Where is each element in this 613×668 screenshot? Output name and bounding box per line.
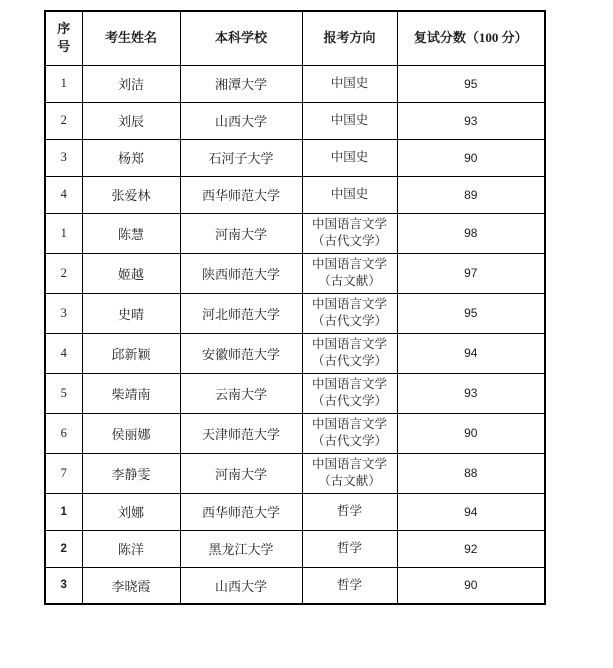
cell-serial-number: 3 xyxy=(45,293,82,333)
table-row xyxy=(45,293,545,333)
major-subtext: （古代文学） xyxy=(311,394,387,408)
cell-application-major xyxy=(302,493,397,530)
major-text: 中国语言文学 xyxy=(311,337,387,351)
cell-candidate-name: 刘辰 xyxy=(82,102,180,139)
cell-retest-score: 93 xyxy=(397,373,545,413)
cell-serial-number: 2 xyxy=(45,530,82,567)
cell-retest-score: 94 xyxy=(397,333,545,373)
cell-undergrad-school: 河南大学 xyxy=(180,213,302,253)
table-row xyxy=(45,139,545,176)
table-row xyxy=(45,373,545,413)
cell-serial-number: 7 xyxy=(45,453,82,493)
major-text: 中国语言文学 xyxy=(311,377,387,391)
cell-application-major xyxy=(302,213,397,253)
cell-serial-number: 3 xyxy=(45,139,82,176)
cell-candidate-name: 李晓霞 xyxy=(82,567,180,604)
major-subtext: （古代文学） xyxy=(311,354,387,368)
cell-retest-score: 88 xyxy=(397,453,545,493)
major-subtext: （古代文学） xyxy=(311,234,387,248)
cell-retest-score: 95 xyxy=(397,65,545,102)
cell-candidate-name: 史晴 xyxy=(82,293,180,333)
cell-undergrad-school: 天津师范大学 xyxy=(180,413,302,453)
major-text: 中国语言文学 xyxy=(311,297,387,311)
cell-application-major xyxy=(302,373,397,413)
major-text: 中国史 xyxy=(330,150,369,164)
header-retest-score: 复试分数（100 分） xyxy=(397,11,545,65)
table-row xyxy=(45,253,545,293)
table-row xyxy=(45,333,545,373)
cell-undergrad-school: 陕西师范大学 xyxy=(180,253,302,293)
cell-undergrad-school: 西华师范大学 xyxy=(180,493,302,530)
cell-undergrad-school: 黑龙江大学 xyxy=(180,530,302,567)
cell-retest-score: 94 xyxy=(397,493,545,530)
header-row xyxy=(45,11,545,65)
cell-candidate-name: 张爱林 xyxy=(82,176,180,213)
cell-serial-number: 1 xyxy=(45,493,82,530)
cell-serial-number: 6 xyxy=(45,413,82,453)
table-row xyxy=(45,530,545,567)
cell-serial-number: 3 xyxy=(45,567,82,604)
score-table xyxy=(44,10,546,605)
cell-serial-number: 2 xyxy=(45,253,82,293)
cell-application-major xyxy=(302,253,397,293)
cell-candidate-name: 刘娜 xyxy=(82,493,180,530)
cell-retest-score: 89 xyxy=(397,176,545,213)
cell-serial-number: 4 xyxy=(45,176,82,213)
table-row xyxy=(45,493,545,530)
cell-undergrad-school: 西华师范大学 xyxy=(180,176,302,213)
cell-retest-score: 98 xyxy=(397,213,545,253)
major-text: 中国语言文学 xyxy=(311,217,387,231)
cell-candidate-name: 邱新颖 xyxy=(82,333,180,373)
major-subtext: （古代文学） xyxy=(311,314,387,328)
cell-application-major xyxy=(302,453,397,493)
cell-candidate-name: 柴靖南 xyxy=(82,373,180,413)
major-subtext: （古代文学） xyxy=(311,434,387,448)
cell-undergrad-school: 安徽师范大学 xyxy=(180,333,302,373)
table-body xyxy=(45,65,545,604)
cell-serial-number: 1 xyxy=(45,213,82,253)
major-text: 哲学 xyxy=(336,541,362,555)
major-text: 哲学 xyxy=(336,577,362,592)
cell-undergrad-school: 山西大学 xyxy=(180,102,302,139)
cell-candidate-name: 姬越 xyxy=(82,253,180,293)
major-subtext: （古文献） xyxy=(318,274,381,288)
cell-application-major xyxy=(302,413,397,453)
cell-application-major xyxy=(302,65,397,102)
cell-candidate-name: 李静雯 xyxy=(82,453,180,493)
cell-serial-number: 1 xyxy=(45,65,82,102)
table-row xyxy=(45,453,545,493)
cell-retest-score: 92 xyxy=(397,530,545,567)
cell-candidate-name: 侯丽娜 xyxy=(82,413,180,453)
table-row xyxy=(45,102,545,139)
major-text: 中国史 xyxy=(330,113,369,127)
major-text: 哲学 xyxy=(336,504,362,518)
cell-application-major xyxy=(302,176,397,213)
cell-retest-score: 95 xyxy=(397,293,545,333)
cell-application-major xyxy=(302,293,397,333)
cell-retest-score: 90 xyxy=(397,413,545,453)
cell-candidate-name: 刘洁 xyxy=(82,65,180,102)
cell-retest-score: 90 xyxy=(397,139,545,176)
header-candidate-name: 考生姓名 xyxy=(82,11,180,65)
table-row xyxy=(45,65,545,102)
header-serial-number: 序号 xyxy=(45,11,82,65)
cell-serial-number: 5 xyxy=(45,373,82,413)
cell-serial-number: 2 xyxy=(45,102,82,139)
table-header xyxy=(45,11,545,65)
header-application-major: 报考方向 xyxy=(302,11,397,65)
cell-retest-score: 93 xyxy=(397,102,545,139)
header-undergrad-school: 本科学校 xyxy=(180,11,302,65)
table-row xyxy=(45,213,545,253)
cell-undergrad-school: 河南大学 xyxy=(180,453,302,493)
cell-candidate-name: 杨郑 xyxy=(82,139,180,176)
cell-undergrad-school: 河北师范大学 xyxy=(180,293,302,333)
cell-application-major xyxy=(302,333,397,373)
cell-application-major xyxy=(302,530,397,567)
major-text: 中国史 xyxy=(330,76,369,90)
cell-undergrad-school: 云南大学 xyxy=(180,373,302,413)
major-subtext: （古文献） xyxy=(318,474,381,488)
cell-undergrad-school: 湘潭大学 xyxy=(180,65,302,102)
cell-candidate-name: 陈慧 xyxy=(82,213,180,253)
major-text: 中国语言文学 xyxy=(311,457,387,471)
cell-application-major xyxy=(302,102,397,139)
major-text: 中国语言文学 xyxy=(311,417,387,431)
table-row xyxy=(45,176,545,213)
major-text: 中国史 xyxy=(330,187,369,201)
cell-retest-score: 97 xyxy=(397,253,545,293)
cell-application-major xyxy=(302,139,397,176)
cell-application-major xyxy=(302,567,397,604)
major-text: 中国语言文学 xyxy=(311,257,387,271)
table-row xyxy=(45,567,545,604)
cell-candidate-name: 陈洋 xyxy=(82,530,180,567)
cell-undergrad-school: 石河子大学 xyxy=(180,139,302,176)
table-row xyxy=(45,413,545,453)
cell-undergrad-school: 山西大学 xyxy=(180,567,302,604)
cell-retest-score: 90 xyxy=(397,567,545,604)
cell-serial-number: 4 xyxy=(45,333,82,373)
clipped-text-remnant xyxy=(47,0,107,4)
